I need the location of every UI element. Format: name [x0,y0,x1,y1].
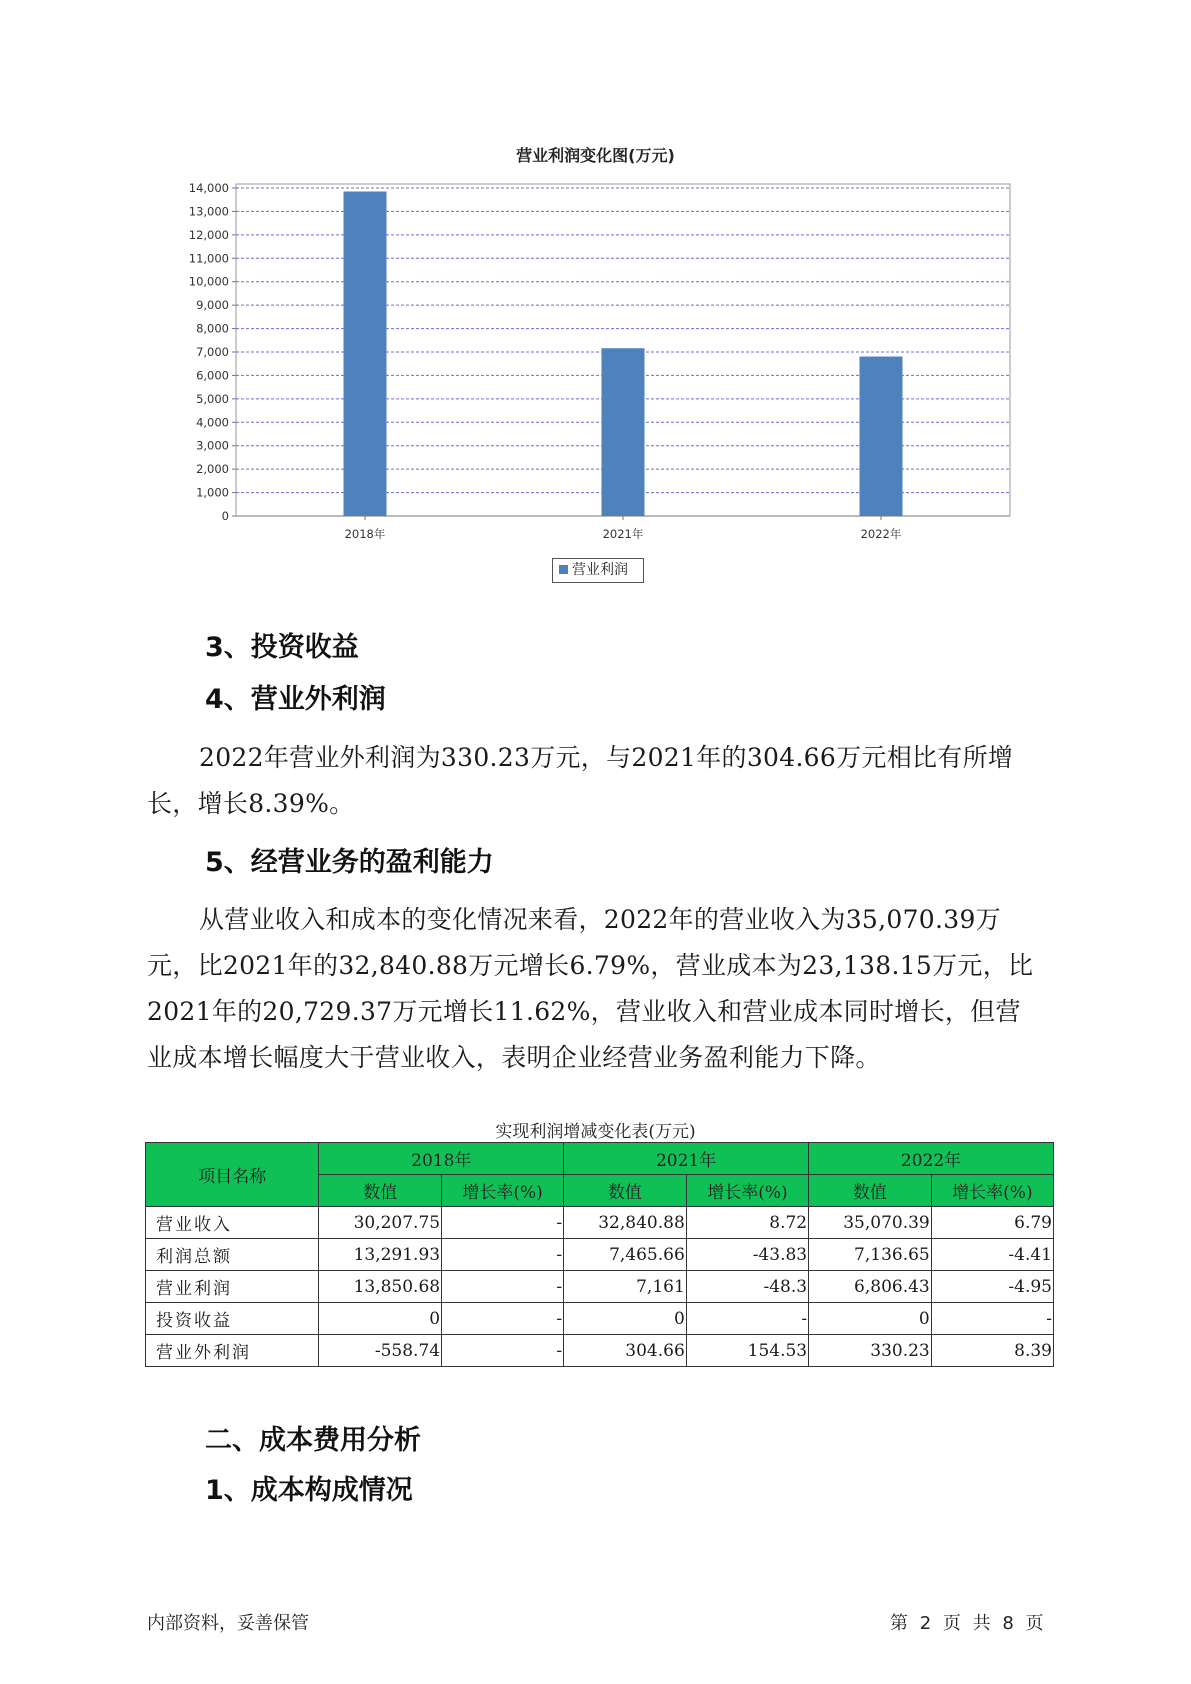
heading-profitability: 5、经营业务的盈利能力 [205,847,494,878]
row-name: 营业利润 [146,1271,319,1303]
legend-label: 营业利润 [572,562,628,578]
row-name: 营业收入 [146,1207,319,1239]
table-cell: 8.72 [686,1207,808,1239]
y-tick-label: 0 [221,509,229,523]
table-subheader-growth: 增长率(%) [686,1175,808,1207]
paragraph-line: 业成本增长幅度大于营业收入，表明企业经营业务盈利能力下降。 [147,1043,881,1072]
table-cell: 6,806.43 [809,1271,932,1303]
table-cell: - [442,1271,564,1303]
table-cell: -4.95 [931,1271,1053,1303]
table-cell: - [686,1303,808,1335]
footer-confidential: 内部资料，妥善保管 [147,1613,309,1634]
heading-cost-analysis: 二、成本费用分析 [205,1425,421,1456]
y-tick-label: 9,000 [196,298,229,313]
table-cell: - [442,1239,564,1271]
table-cell: 0 [319,1303,442,1335]
paragraph-line: 从营业收入和成本的变化情况来看，2022年的营业收入为35,070.39万 [199,905,1001,934]
table-cell: -48.3 [686,1271,808,1303]
table-header-year: 2018年 [319,1143,564,1175]
paragraph-line: 元，比2021年的32,840.88万元增长6.79%，营业成本为23,138.15万元，比 [147,951,1034,980]
table-cell: -4.41 [931,1239,1053,1271]
table-row [146,1239,1054,1271]
y-tick-label: 10,000 [188,274,229,289]
y-tick-label: 2,000 [196,462,229,477]
table-cell: 7,465.66 [564,1239,687,1271]
bar [602,348,645,516]
table-row [146,1303,1054,1335]
table-cell: 0 [809,1303,932,1335]
table-cell: - [442,1303,564,1335]
bar-chart [0,170,1191,550]
paragraph-non-operating-profit [147,735,1052,827]
row-name: 营业外利润 [146,1335,319,1367]
table-row [146,1335,1054,1367]
table-cell: 7,161 [564,1271,687,1303]
table-subheader-value: 数值 [319,1175,442,1207]
footer-page-number: 第 2 页 共 8 页 [890,1613,1044,1634]
table-cell: 8.39 [931,1335,1053,1367]
x-tick-label: 2021年 [602,527,644,541]
table-cell: 6.79 [931,1207,1053,1239]
bar [860,357,903,516]
bar [344,191,387,516]
table-cell: - [442,1207,564,1239]
y-tick-label: 3,000 [196,438,229,453]
table-cell: -43.83 [686,1239,808,1271]
table-cell: 13,291.93 [319,1239,442,1271]
table-subheader-value: 数值 [564,1175,687,1207]
table-row [146,1271,1054,1303]
y-tick-label: 6,000 [196,368,229,383]
y-tick-label: 12,000 [188,227,229,242]
y-tick-label: 11,000 [188,251,229,266]
table-cell: - [931,1303,1053,1335]
table-caption: 实现利润增减变化表(万元) [495,1122,696,1142]
y-tick-label: 1,000 [196,485,229,500]
table-cell: 0 [564,1303,687,1335]
table-cell: 154.53 [686,1335,808,1367]
paragraph-profitability [147,897,1052,1081]
chart-title: 营业利润变化图(万元) [516,146,675,165]
legend-swatch [559,565,568,574]
y-tick-label: 4,000 [196,415,229,430]
y-tick-label: 13,000 [188,204,229,219]
table-cell: 13,850.68 [319,1271,442,1303]
y-tick-label: 5,000 [196,391,229,406]
table-row [146,1207,1054,1239]
y-tick-label: 14,000 [188,181,229,195]
table-subheader-value: 数值 [809,1175,932,1207]
table-cell: 330.23 [809,1335,932,1367]
paragraph-line: 2021年的20,729.37万元增长11.62%，营业收入和营业成本同时增长，但营 [147,997,1021,1026]
chart-legend [552,558,644,583]
table-header-item: 项目名称 [146,1143,319,1207]
table-cell: 304.66 [564,1335,687,1367]
heading-cost-structure: 1、成本构成情况 [205,1475,413,1506]
table-header-year: 2022年 [809,1143,1054,1175]
profit-change-table [145,1142,1054,1367]
paragraph-line: 长，增长8.39%。 [147,789,355,818]
table-header-year: 2021年 [564,1143,809,1175]
row-name: 投资收益 [146,1303,319,1335]
table-cell: 35,070.39 [809,1207,932,1239]
row-name: 利润总额 [146,1239,319,1271]
table-cell: -558.74 [319,1335,442,1367]
y-tick-label: 7,000 [196,345,229,359]
table-subheader-growth: 增长率(%) [931,1175,1053,1207]
x-tick-label: 2018年 [344,527,386,541]
table-cell: 32,840.88 [564,1207,687,1239]
table-cell: - [442,1335,564,1367]
x-tick-label: 2022年 [860,527,902,541]
paragraph-line: 2022年营业外利润为330.23万元，与2021年的304.66万元相比有所增 [199,743,1014,772]
heading-investment-income: 3、投资收益 [205,632,359,663]
table-cell: 30,207.75 [319,1207,442,1239]
heading-non-operating-profit: 4、营业外利润 [205,684,386,715]
table-cell: 7,136.65 [809,1239,932,1271]
table-subheader-growth: 增长率(%) [442,1175,564,1207]
y-tick-label: 8,000 [196,321,229,336]
